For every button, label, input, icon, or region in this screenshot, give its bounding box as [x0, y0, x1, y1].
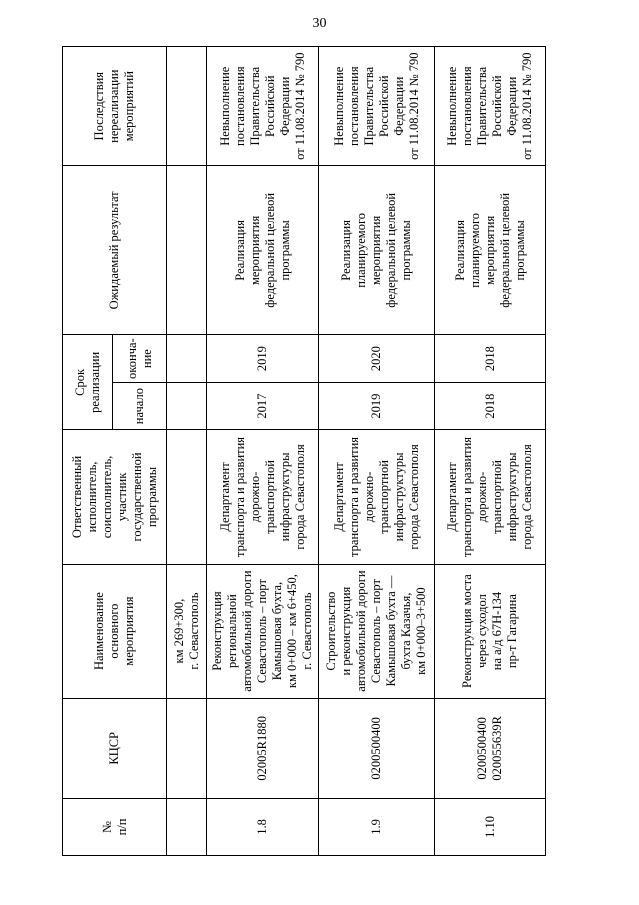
header-name: Наименование основного мероприятия	[63, 564, 167, 698]
cell-no: 1.8	[207, 798, 319, 855]
header-consequences: Последствия нереализации мероприятий	[63, 47, 167, 166]
cell-end: 2019	[207, 335, 319, 383]
cell-name: Строительство и реконструкция автомобильной дороги Севастополь – порт Камышовая бухта — бухта Казачья, км 0+000–3+500	[319, 564, 435, 698]
cell-no	[167, 798, 207, 855]
cell-consequences	[167, 47, 207, 166]
cell-executor	[167, 430, 207, 564]
cell-no: 1.10	[435, 798, 546, 855]
cell-consequences: Невыполнение постановления Правительства Российской Федерации от 11.08.2014 № 790	[319, 47, 435, 166]
cell-no: 1.9	[319, 798, 435, 855]
cell-result	[167, 166, 207, 335]
cell-end: 2018	[435, 335, 546, 383]
cell-name: км 269+300, г. Севастополь	[167, 564, 207, 698]
header-term: Срок реализации	[63, 335, 113, 430]
cell-start: 2017	[207, 382, 319, 430]
table-body	[167, 47, 546, 856]
cell-result: Реализация мероприятия федеральной целевой программы	[207, 166, 319, 335]
page-number: 30	[312, 16, 327, 31]
cell-code	[167, 698, 207, 798]
cell-consequences: Невыполнение постановления Правительства Российской Федерации от 11.08.2014 № 790	[207, 47, 319, 166]
cell-code: 02005R1880	[207, 698, 319, 798]
cell-start: 2019	[319, 382, 435, 430]
cell-executor: Департамент транспорта и развития дорожно- транспортной инфраструктуры города Севастополя	[319, 430, 435, 564]
cell-start: 2018	[435, 382, 546, 430]
cell-consequences: Невыполнение постановления Правительства Российской Федерации от 11.08.2014 № 790	[435, 47, 546, 166]
header-end: оконча- ние	[113, 335, 167, 383]
table-row	[167, 47, 207, 856]
table-header	[63, 47, 167, 856]
cell-name: Реконструкция региональной автомобильной дороги Севастополь – порт Камышовая бухта, км 0+000 – км 6+450, г. Севастополь	[207, 564, 319, 698]
header-result: Ожидаемый результат	[63, 166, 167, 335]
cell-executor: Департамент транспорта и развития дорожно- транспортной инфраструктуры города Севастополя	[435, 430, 546, 564]
header-start: начало	[113, 382, 167, 430]
cell-end: 2020	[319, 335, 435, 383]
header-code: КЦСР	[63, 698, 167, 798]
table-row	[435, 47, 546, 856]
cell-name: Реконструкция моста через суходол на а/д 67Н-134 пр-т Гагарина	[435, 564, 546, 698]
cell-result: Реализация планируемого мероприятия федеральной целевой программы	[319, 166, 435, 335]
table-row	[207, 47, 319, 856]
cell-code: 0200500400	[319, 698, 435, 798]
cell-end	[167, 335, 207, 383]
cell-code: 0200500400 020055639R	[435, 698, 546, 798]
activities-table	[62, 46, 546, 856]
table-row	[319, 47, 435, 856]
cell-start	[167, 382, 207, 430]
header-no: № п/п	[63, 798, 167, 855]
cell-executor: Департамент транспорта и развития дорожно- транспортной инфраструктуры города Севастополя	[207, 430, 319, 564]
header-executor: Ответственный исполнитель, соисполнитель, участник государственной программы	[63, 430, 167, 564]
cell-result: Реализация планируемого мероприятия федеральной целевой программы	[435, 166, 546, 335]
rotated-table-container	[62, 46, 545, 856]
